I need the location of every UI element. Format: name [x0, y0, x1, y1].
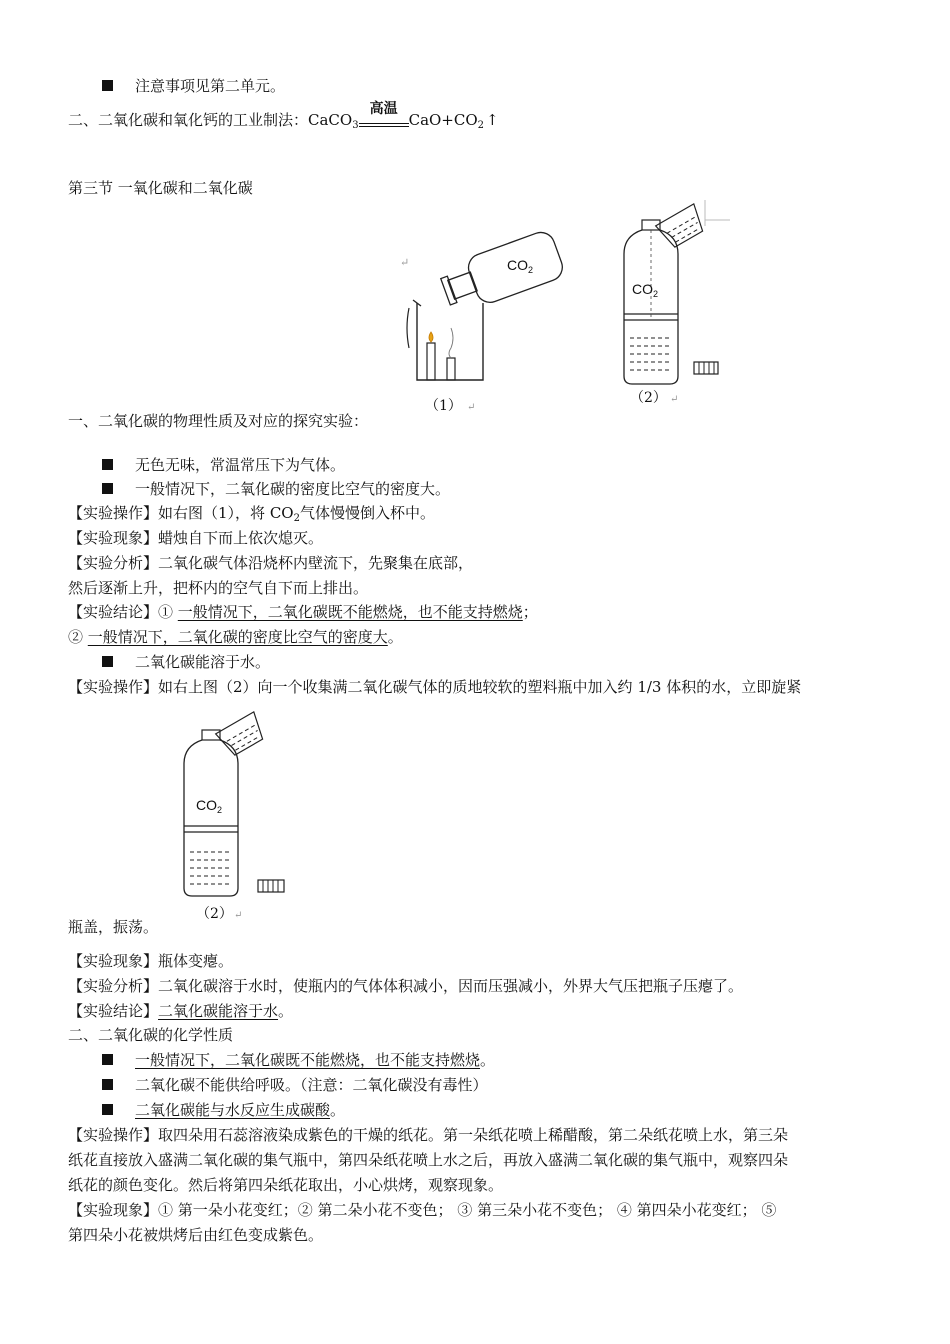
gas-up-arrow-icon: ↑	[486, 111, 499, 129]
experiment-operation-1: 【实验操作】如右图（1），将 $CO_2$气体慢慢倒入杯中。	[68, 504, 435, 524]
figure-2-label: （2）	[630, 390, 667, 406]
chemical-properties-heading: 二、二氧化碳的化学性质	[68, 1026, 234, 1044]
bullet-item: 一般情况下，二氧化碳的密度比空气的密度大。	[102, 479, 450, 499]
experiment-operation-3c: 纸花的颜色变化。然后将第四朵纸花取出，小心烘烤，观察现象。	[68, 1176, 504, 1194]
experiment-operation-3a: 【实验操作】取四朵用石蕊溶液染成紫色的干燥的纸花。第一朵纸花喷上稀醋酸，第二朵纸花喷上水，第三朵	[68, 1126, 789, 1144]
co2-label-2: $CO_2$	[632, 281, 659, 299]
co2-label-1: $CO_2$	[507, 257, 534, 275]
experiment-analysis-1b: 然后逐渐上升，把杯内的空气自下而上排出。	[68, 579, 369, 597]
experiment-analysis-1: 【实验分析】二氧化碳气体沿烧杯内壁流下，先聚集在底部，	[68, 554, 474, 572]
reaction-condition: 高温	[359, 117, 409, 127]
experiment-phenomenon-3b: 第四朵小花被烘烤后由红色变成紫色。	[68, 1226, 324, 1244]
experiment-phenomenon-2: 【实验现象】瓶体变瘪。	[68, 952, 234, 970]
figure-bottle-water-top	[610, 198, 750, 410]
experiment-phenomenon-1: 【实验现象】蜡烛自下而上依次熄灭。	[68, 529, 324, 547]
bullet-square-icon	[102, 656, 113, 667]
figure-1-label: （1）	[425, 398, 462, 414]
bullet-item: 二氧化碳能与水反应生成碳酸。	[102, 1100, 345, 1120]
svg-text:↵: ↵	[467, 402, 476, 413]
experiment-conclusion-3: 【实验结论】二氧化碳能溶于水。	[68, 1002, 294, 1020]
svg-text:↵: ↵	[670, 394, 679, 405]
experiment-phenomenon-3a: 【实验现象】① 第一朵小花变红；② 第二朵小花不变色； ③ 第三朵小花不变色； ④ 第四朵小花变红； ⑤	[68, 1201, 777, 1219]
co2-label-3: $CO_2$	[196, 797, 223, 815]
svg-text:↵: ↵	[400, 256, 410, 269]
industrial-method-line: 二、二氧化碳和氧化钙的工业制法：CaCO$_3$ 高温 $CaO+CO_2$ ↑	[68, 101, 499, 131]
bullet-square-icon	[102, 459, 113, 470]
experiment-conclusion-1: 【实验结论】① 一般情况下，二氧化碳既不能燃烧，也不能支持燃烧；	[68, 603, 538, 621]
experiment-analysis-2: 【实验分析】二氧化碳溶于水时，使瓶内的气体体积减小，因而压强减小，外界大气压把瓶子压瘪了。	[68, 977, 744, 995]
physical-properties-heading: 一、二氧化碳的物理性质及对应的探究实验：	[68, 412, 369, 430]
svg-text:↵: ↵	[234, 910, 243, 921]
bullet-item: 一般情况下，二氧化碳既不能燃烧，也不能支持燃烧。	[102, 1050, 495, 1070]
bullet-item: 二氧化碳不能供给呼吸。（注意：二氧化碳没有毒性）	[102, 1075, 488, 1095]
experiment-operation-2: 【实验操作】如右上图（2）向一个收集满二氧化碳气体的质地较软的塑料瓶中加入约 1/3 体积的水，立即旋紧	[68, 678, 802, 696]
figure-bottle-water-inline	[170, 706, 300, 924]
bullet-square-icon	[102, 1079, 113, 1090]
note-line: 注意事项见第二单元。	[102, 76, 285, 96]
bullet-square-icon	[102, 1104, 113, 1115]
section-title: 第三节 一氧化碳和二氧化碳	[68, 179, 253, 197]
bullet-item: 二氧化碳能溶于水。	[102, 652, 270, 672]
bullet-square-icon	[102, 80, 113, 91]
figure-2-inline-label: （2）	[196, 906, 233, 922]
experiment-conclusion-2: ② 一般情况下，二氧化碳的密度比空气的密度大。	[68, 628, 403, 646]
experiment-operation-3b: 纸花直接放入盛满二氧化碳的集气瓶中，第四朵纸花喷上水之后，再放入盛满二氧化碳的集气瓶中，观察四朵	[68, 1151, 789, 1169]
bullet-item: 无色无味，常温常压下为气体。	[102, 455, 345, 475]
equal-sign-bar	[359, 123, 409, 127]
bullet-square-icon	[102, 1054, 113, 1065]
figure-beaker-candles	[395, 228, 585, 418]
bullet-square-icon	[102, 483, 113, 494]
experiment-operation-2b: 瓶盖，振荡。	[68, 918, 159, 936]
